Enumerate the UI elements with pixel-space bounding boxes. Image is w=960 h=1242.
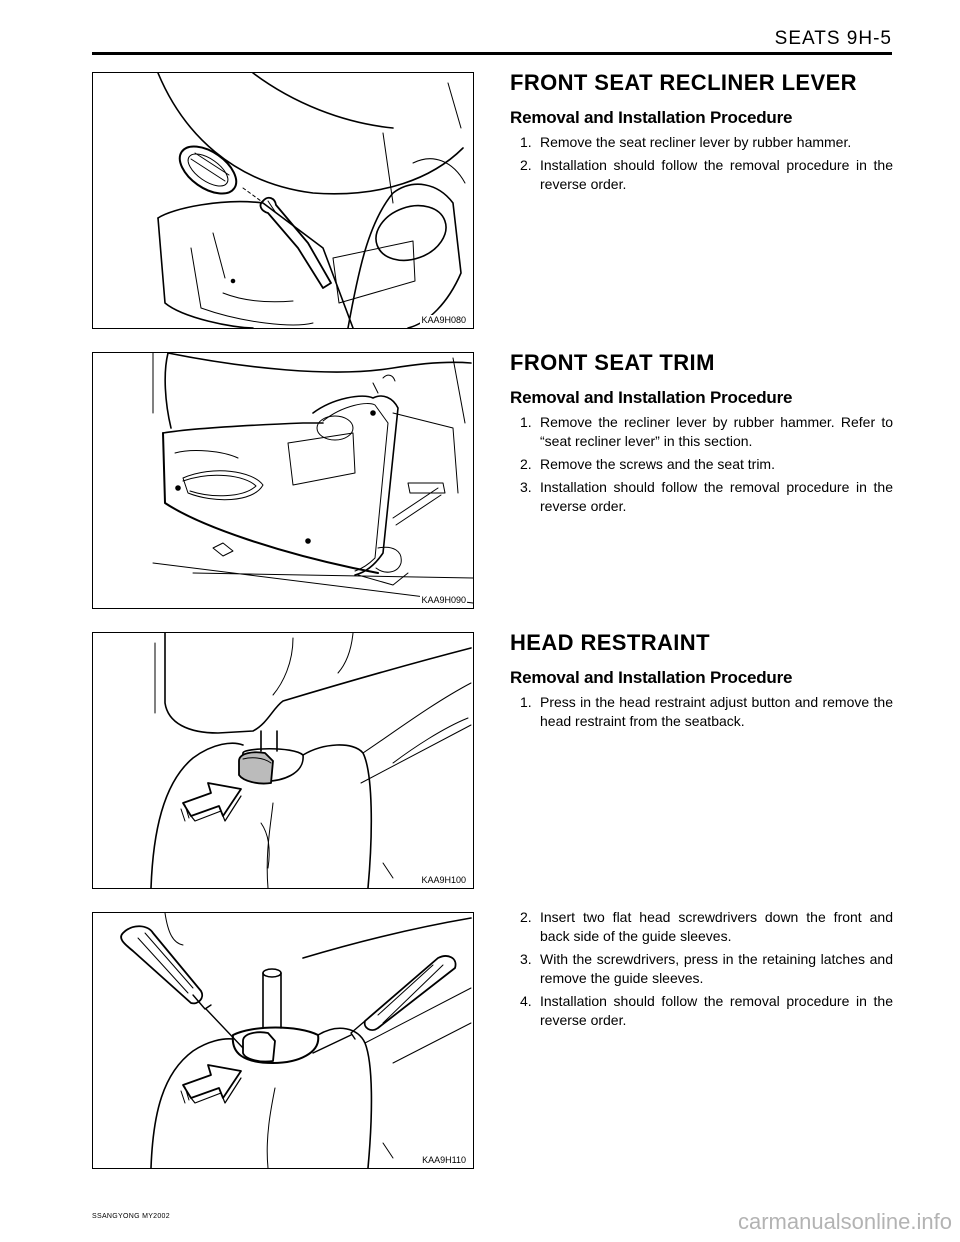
- section-front-seat-trim: [510, 350, 893, 520]
- step-number: 4.: [520, 993, 532, 1009]
- step-number: 1.: [520, 414, 532, 430]
- section-subtitle: Removal and Installation Procedure: [510, 668, 793, 687]
- step-number: 2.: [520, 456, 532, 472]
- header-rule: [92, 52, 892, 55]
- step-text: Installation should follow the removal procedure in the reverse order.: [540, 993, 893, 1028]
- section-head-restraint-continued: [510, 908, 893, 1034]
- section-title: HEAD RESTRAINT: [510, 630, 710, 655]
- step-number: 1.: [520, 694, 532, 710]
- step-text: Remove the recliner lever by rubber hammer. Refer to “seat recliner lever” in this section.: [540, 414, 893, 449]
- step-text: Remove the screws and the seat trim.: [540, 456, 775, 472]
- head-restraint-button-illustration: [93, 633, 473, 888]
- seat-trim-illustration: [93, 353, 473, 608]
- section-title: FRONT SEAT RECLINER LEVER: [510, 70, 857, 95]
- watermark: carmanualsonline.info: [737, 1209, 952, 1234]
- section-title: FRONT SEAT TRIM: [510, 350, 715, 375]
- step-number: 2.: [520, 909, 532, 925]
- step-text: With the screwdrivers, press in the retaining latches and remove the guide sleeves.: [540, 951, 893, 986]
- figure-code: KAA9H100: [421, 875, 466, 885]
- step-number: 3.: [520, 479, 532, 495]
- figure-head-restraint: [92, 632, 474, 889]
- page-footer: SSANGYONG MY2002: [92, 1213, 170, 1220]
- procedure-step: [510, 908, 893, 946]
- figure-code: KAA9H080: [421, 315, 466, 325]
- procedure-step: [510, 133, 893, 152]
- step-text: Remove the seat recliner lever by rubber hammer.: [540, 134, 852, 150]
- section-subtitle: Removal and Installation Procedure: [510, 108, 793, 127]
- figure-code: KAA9H110: [422, 1155, 466, 1165]
- step-number: 2.: [520, 157, 532, 173]
- procedure-step: [510, 455, 893, 474]
- figure-guide-sleeve: [92, 912, 474, 1169]
- procedure-step: [510, 950, 893, 988]
- section-head-restraint: [510, 630, 893, 735]
- step-number: 1.: [520, 134, 532, 150]
- procedure-step: [510, 156, 893, 194]
- guide-sleeve-screwdriver-illustration: [93, 913, 473, 1168]
- figure-recliner-lever: [92, 72, 474, 329]
- procedure-step: [510, 693, 893, 731]
- procedure-step: [510, 478, 893, 516]
- section-subtitle: Removal and Installation Procedure: [510, 388, 793, 407]
- figure-code: KAA9H090: [421, 595, 466, 605]
- step-text: Installation should follow the removal procedure in the reverse order.: [540, 157, 893, 192]
- step-text: Insert two flat head screwdrivers down the front and back side of the guide sleeves.: [540, 909, 893, 944]
- step-number: 3.: [520, 951, 532, 967]
- procedure-step: [510, 992, 893, 1030]
- procedure-step: [510, 413, 893, 451]
- seat-recliner-lever-illustration: [93, 73, 473, 328]
- step-text: Installation should follow the removal procedure in the reverse order.: [540, 479, 893, 514]
- page-header-title: SEATS 9H-5: [774, 28, 892, 49]
- section-front-seat-recliner-lever: [510, 70, 893, 198]
- figure-seat-trim: [92, 352, 474, 609]
- step-text: Press in the head restraint adjust button and remove the head restraint from the seatback.: [540, 694, 893, 729]
